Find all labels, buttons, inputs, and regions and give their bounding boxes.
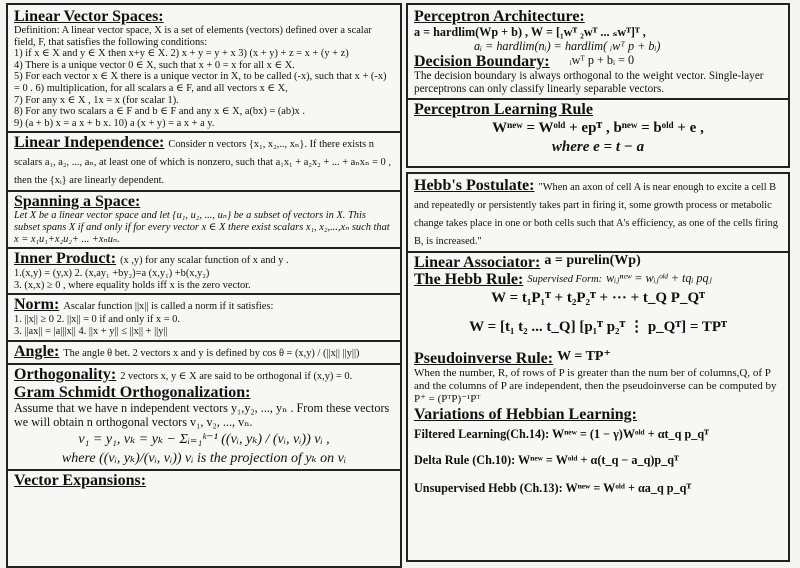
- pr-text: When the number, R, of rows of P is greater than the num ber of columns,Q, of P and the columns of P are independent, then the pseudoinverse can be computed by P⁺ = (PᵀP)⁻¹Pᵀ: [414, 367, 777, 405]
- norm-item: 1. ||x|| ≥ 0 2. ||x|| = 0 if and only if x = 0.: [14, 314, 180, 326]
- gs-where: where ((vᵢ, yₖ)/(vᵢ, vᵢ)) vᵢ is the projection of yₖ on vᵢ: [61, 450, 347, 466]
- divider: [8, 247, 400, 249]
- right-top-column: [406, 3, 790, 168]
- lvs-item: 7) For any x ∈ X , 1x = x (for scalar 1).: [14, 94, 179, 106]
- norm-intro: Ascalar function ||x|| is called a norm if it satisfies:: [63, 301, 274, 313]
- hr-eq3: W = [t₁ t₂ ... t_Q] [p₁ᵀ p₂ᵀ ⋮ p_Qᵀ] = TPᵀ: [469, 319, 727, 335]
- span-title: Spanning a Space:: [14, 193, 141, 211]
- hr-eq1: wᵢⱼⁿᵉʷ = wᵢⱼᵒˡᵈ + tqᵢ pqⱼ: [606, 271, 712, 285]
- lvs-item: 8) For any two scalars a ∈ F and b ∈ F and any x ∈ X, a(bx) = (ab)x .: [14, 106, 305, 118]
- hr-supervised: Supervised Form:: [527, 274, 603, 285]
- db-text: The decision boundary is always orthogonal to the weight vector. Single-layer perceptrons can only classify linearly separable vectors.: [414, 70, 764, 95]
- pr-title: Pseudoinverse Rule:: [414, 350, 554, 367]
- norm-title: Norm:: [14, 296, 60, 314]
- plr-title: Perceptron Learning Rule: [414, 101, 593, 118]
- lvs-item: 5) For each vector x ∈ X there is a unique vector in X, to be called (-x), such that x + (-x) = 0 . 6) multiplication, for all scalars a ∈ F, and all vectors x ∈ X,: [14, 71, 387, 94]
- orth-text: 2 vectors x, y ∈ X are said to be orthogonal if (x,y) = 0.: [120, 370, 353, 382]
- divider: [408, 98, 788, 100]
- plr-eq2: where e = t − a: [551, 139, 645, 155]
- ip-intro: (x ,y) for any scalar function of x and y .: [120, 255, 289, 267]
- ip-item: 3. (x,x) ≥ 0 , where equality holds iff x is the zero vector.: [14, 279, 251, 291]
- ip-item: 1.(x,y) = (y,x) 2. (x,ay₁ +by₂)=a (x,y₁) +b(x,y₂): [14, 268, 210, 280]
- li-text: Consider n vectors {x₁, x₂,.., xₙ}. If there exists n scalars a₁, a₂, ..., aₙ, at least one of which is nonzero, such that a₁x₁ + a₂x₂ + ... + aₙxₙ = 0 , then the {xᵢ} are linearly dependent.: [14, 139, 391, 187]
- db-eq: ᵢwᵀ p + bᵢ = 0: [569, 53, 635, 67]
- divider: [8, 363, 400, 365]
- pa-eq1: a = hardlim(Wp + b) , W = [₁wᵀ ₂wᵀ ... ₛwᵀ]ᵀ ,: [414, 25, 646, 39]
- la-title: Linear Associator:: [414, 254, 541, 271]
- divider: [8, 469, 400, 471]
- li-title: Linear Independence:: [14, 134, 165, 152]
- hr-eq2: W = t₁P₁ᵀ + t₂P₂ᵀ + ··· + t_Q P_Qᵀ: [491, 290, 705, 306]
- divider: [8, 340, 400, 342]
- plr-eq1: Wⁿᵉʷ = Wᵒˡᵈ + epᵀ , bⁿᵉʷ = bᵒˡᵈ + e ,: [492, 120, 704, 136]
- lvs-item: 9) (a + b) x = a x + b x. 10) a (x + y) = a x + a y.: [14, 117, 215, 129]
- pr-row: [414, 350, 782, 367]
- gs-text: Assume that we have n independent vectors y₁,y₂, ..., yₙ . From these vectors we will obtain n orthogonal vectors v₁, v₂, ..., vₙ.: [14, 400, 390, 429]
- pa-eq2: aᵢ = hardlim(nᵢ) = hardlim( ᵢwᵀ p + bᵢ): [474, 39, 661, 53]
- divider: [8, 131, 400, 133]
- hr-title: The Hebb Rule:: [414, 271, 524, 288]
- gs-title: Gram Schmidt Orthogonalization:: [14, 383, 251, 401]
- angle-title: Angle:: [14, 342, 60, 360]
- divider: [8, 293, 400, 295]
- hr-row: [414, 271, 782, 288]
- hp-title: Hebb's Postulate:: [414, 177, 535, 194]
- divider: [8, 190, 400, 192]
- la-row: [414, 254, 782, 271]
- left-column: [6, 3, 402, 568]
- pr-eq: W = TP⁺: [557, 349, 611, 364]
- db-row: [414, 53, 782, 70]
- vhl-delta: Delta Rule (Ch.10): Wⁿᵉʷ = Wᵒˡᵈ + α(t_q − a_q)p_qᵀ: [414, 453, 679, 467]
- pa-title: Perceptron Architecture:: [414, 8, 585, 25]
- span-text: Let X be a linear vector space and let {u₁, u₂, ..., uₙ} be a subset of vectors in X. This subset spans X if and only if for every vector x ∈ X there exist scalars x₁, x₂,...,xₙ such that x = x₁u₁+x₂u₂+ ... +xₙuₙ.: [14, 210, 390, 245]
- vhl-filtered: Filtered Learning(Ch.14): Wⁿᵉʷ = (1 − γ)Wᵒˡᵈ + αt_q p_qᵀ: [414, 427, 709, 441]
- lvs-item: 1) if x ∈ X and y ∈ X then x+y ∈ X. 2) x + y = y + x 3) (x + y) + z = x + (y + z): [14, 48, 349, 60]
- right-bottom-column: [406, 172, 790, 562]
- norm-item: 3. ||ax|| = |a|||x|| 4. ||x + y|| ≤ ||x|| + ||y||: [14, 325, 168, 337]
- vhl-title: Variations of Hebbian Learning:: [414, 406, 637, 423]
- hp-text: "When an axon of cell A is near enough to excite a cell B and repeatedly or persistently takes part in firing it, some growth process or metabolic change takes place in one or both cells such that A's efficiency, as one of the cells firing B, is increased.": [414, 182, 778, 247]
- angle-text: The angle θ bet. 2 vectors x and y is defined by cos θ = (x,y) / (||x|| ||y||): [63, 347, 360, 359]
- la-eq: a = purelin(Wp): [544, 253, 641, 268]
- gs-equation: v₁ = y₁, vₖ = yₖ − Σᵢ₌₁ᵏ⁻¹ ((vᵢ, yₖ) / (vᵢ, vᵢ)) vᵢ ,: [78, 431, 330, 447]
- lvs-definition: Definition: A linear vector space, X is a set of elements (vectors) defined over a scalar field, F, that satisfies the following conditions:: [14, 25, 372, 48]
- orth-title: Orthogonality:: [14, 365, 117, 383]
- lvs-title: Linear Vector Spaces:: [14, 8, 164, 25]
- lvs-item: 4) There is a unique vector 0 ∈ X, such that x + 0 = x for all x ∈ X.: [14, 59, 295, 71]
- db-title: Decision Boundary:: [414, 53, 550, 70]
- ve-title: Vector Expansions:: [14, 471, 147, 489]
- ip-title: Inner Product:: [14, 250, 117, 268]
- vhl-unsup: Unsupervised Hebb (Ch.13): Wⁿᵉʷ = Wᵒˡᵈ + αa_q p_qᵀ: [414, 481, 692, 495]
